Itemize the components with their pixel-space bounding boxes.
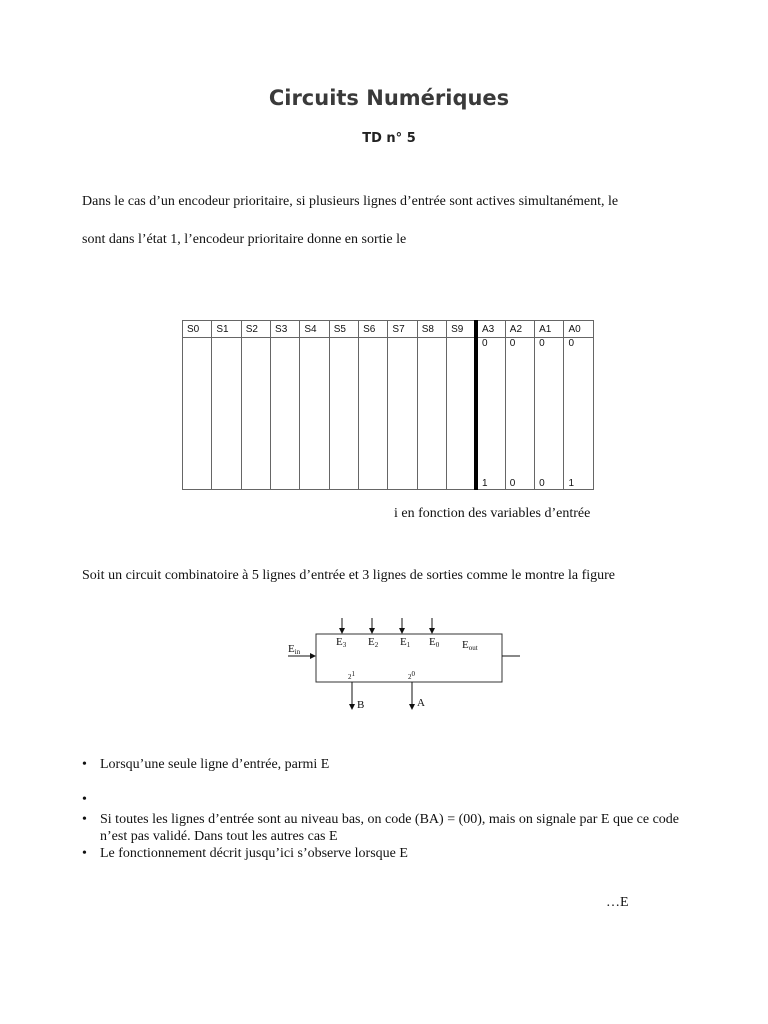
list-item: • Lorsqu’une seule ligne d’entrée, parmi E <box>82 756 702 773</box>
output-a-label: A <box>417 697 425 709</box>
header-cell: S5 <box>329 321 358 338</box>
header-cell: A0 <box>564 321 594 338</box>
list-item: • Le fonctionnement décrit jusqu’ici s’observe lorsque E <box>82 845 702 862</box>
header-cell: S8 <box>417 321 446 338</box>
document-title: Circuits Numériques <box>268 86 510 110</box>
header-cell: S6 <box>359 321 388 338</box>
eout-label: Eout <box>462 639 478 652</box>
document-subtitle: TD n° 5 <box>362 131 416 146</box>
table-cell: 0 <box>476 338 505 351</box>
table-header-row <box>183 321 594 338</box>
output-b-label: B <box>357 699 365 711</box>
table-row <box>183 350 594 472</box>
header-cell: S3 <box>271 321 300 338</box>
paragraph-1-line-2: sont dans l’état 1, l’encodeur prioritaire donne en sortie le <box>82 232 407 247</box>
header-cell: S7 <box>388 321 417 338</box>
list-item <box>82 791 702 808</box>
encoder-circuit-diagram <box>280 612 520 716</box>
e3-label: E3 <box>336 636 347 649</box>
bullet-list <box>82 756 702 862</box>
header-cell: S9 <box>447 321 476 338</box>
table-cell: 1 <box>564 472 594 489</box>
table-cell: 0 <box>535 472 564 489</box>
truth-table <box>182 320 594 490</box>
header-cell: S0 <box>183 321 212 338</box>
table-cell: 0 <box>564 338 594 351</box>
table-cell: 0 <box>535 338 564 351</box>
weight-2-0-label: 20 <box>408 670 415 681</box>
header-cell: A3 <box>476 321 505 338</box>
trailing-text: …E <box>606 895 629 910</box>
paragraph-1-line-1: Dans le cas d’un encodeur prioritaire, si plusieurs lignes d’entrée sont actives simultanément, le <box>82 194 619 209</box>
table-row <box>183 338 594 351</box>
table-cell: 0 <box>505 338 534 351</box>
list-item: • Si toutes les lignes d’entrée sont au niveau bas, on code (BA) = (00), mais on signale par E que ce code n’est pas validé. Dans tout les autres cas E <box>82 811 702 845</box>
table-cell: 0 <box>505 472 534 489</box>
header-cell: A2 <box>505 321 534 338</box>
header-cell: A1 <box>535 321 564 338</box>
header-cell: S1 <box>212 321 241 338</box>
table-cell: 1 <box>476 472 505 489</box>
table-caption: i en fonction des variables d’entrée <box>394 506 591 521</box>
e1-label: E1 <box>400 636 411 649</box>
ein-label: Ein <box>288 643 301 656</box>
paragraph-2: Soit un circuit combinatoire à 5 lignes d’entrée et 3 lignes de sorties comme le montre la figure <box>82 568 616 583</box>
table-row <box>183 472 594 489</box>
e2-label: E2 <box>368 636 379 649</box>
weight-2-1-label: 21 <box>348 670 355 681</box>
header-cell: S4 <box>300 321 329 338</box>
header-cell: S2 <box>241 321 270 338</box>
e0-label: E0 <box>429 636 440 649</box>
